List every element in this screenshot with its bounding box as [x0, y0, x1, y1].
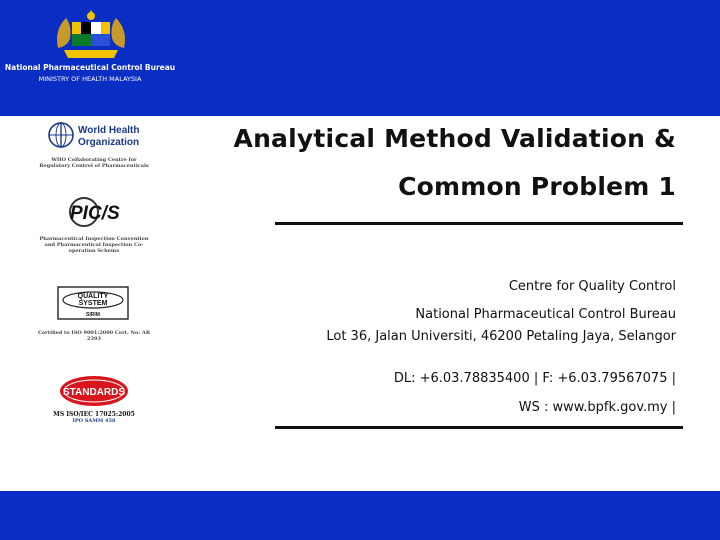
phone-fax: DL: +6.03.78835400 | F: +6.03.79567075 | [393, 371, 676, 386]
standards-certification [36, 374, 152, 424]
svg-text:PIC/S: PIC/S [70, 203, 120, 224]
standards-caption: MS ISO/IEC 17025:2005 [53, 411, 135, 418]
address: Lot 36, Jalan Universiti, 46200 Petaling Jaya, Selangor [326, 329, 676, 344]
svg-text:SYSTEM: SYSTEM [78, 300, 108, 307]
svg-text:World Health: World Health [78, 125, 140, 136]
footer-band [0, 491, 720, 540]
ministry-name: MINISTRY OF HEALTH MALAYSIA [38, 75, 142, 83]
svg-text:Organization: Organization [78, 137, 140, 148]
standards-malaysia-icon [36, 374, 152, 408]
malaysia-coat-of-arms-icon [48, 8, 134, 60]
who-certification [36, 120, 152, 169]
website[interactable]: WS : www.bpfk.gov.my | [518, 400, 676, 415]
svg-text:QUALITY: QUALITY [77, 293, 109, 300]
centre-name: Centre for Quality Control [508, 279, 676, 294]
pics-caption: Pharmaceutical Inspection Convention and Pharmaceutical Inspection Co-operation Scheme [39, 236, 149, 254]
who-emblem-icon [36, 120, 152, 150]
standards-sub-caption: IPO SAMM 458 [72, 418, 116, 424]
svg-text:STANDARDS: STANDARDS [62, 387, 126, 398]
sirim-certification [36, 286, 152, 342]
bureau-name: National Pharmaceutical Control Bureau [415, 307, 676, 322]
title-underline [275, 222, 683, 225]
sirim-caption: Certified to ISO 9001:2000 Cert. No: AR 2393 [37, 330, 151, 342]
sirim-quality-system-icon [36, 286, 152, 326]
contact-underline [275, 426, 683, 429]
pics-logo-icon [36, 194, 152, 230]
title-line-1: Analytical Method Validation & [233, 124, 676, 153]
org-name: National Pharmaceutical Control Bureau [4, 63, 176, 72]
who-caption: WHO Collaborating Centre for Regulatory Control of Pharmaceuticals [39, 157, 149, 169]
svg-text:SIRIM: SIRIM [86, 312, 100, 318]
title-line-2: Common Problem 1 [398, 172, 676, 201]
header-logo-panel [0, 0, 190, 116]
certifications-column [36, 116, 152, 491]
pics-certification [36, 194, 152, 254]
header-band [0, 0, 720, 116]
